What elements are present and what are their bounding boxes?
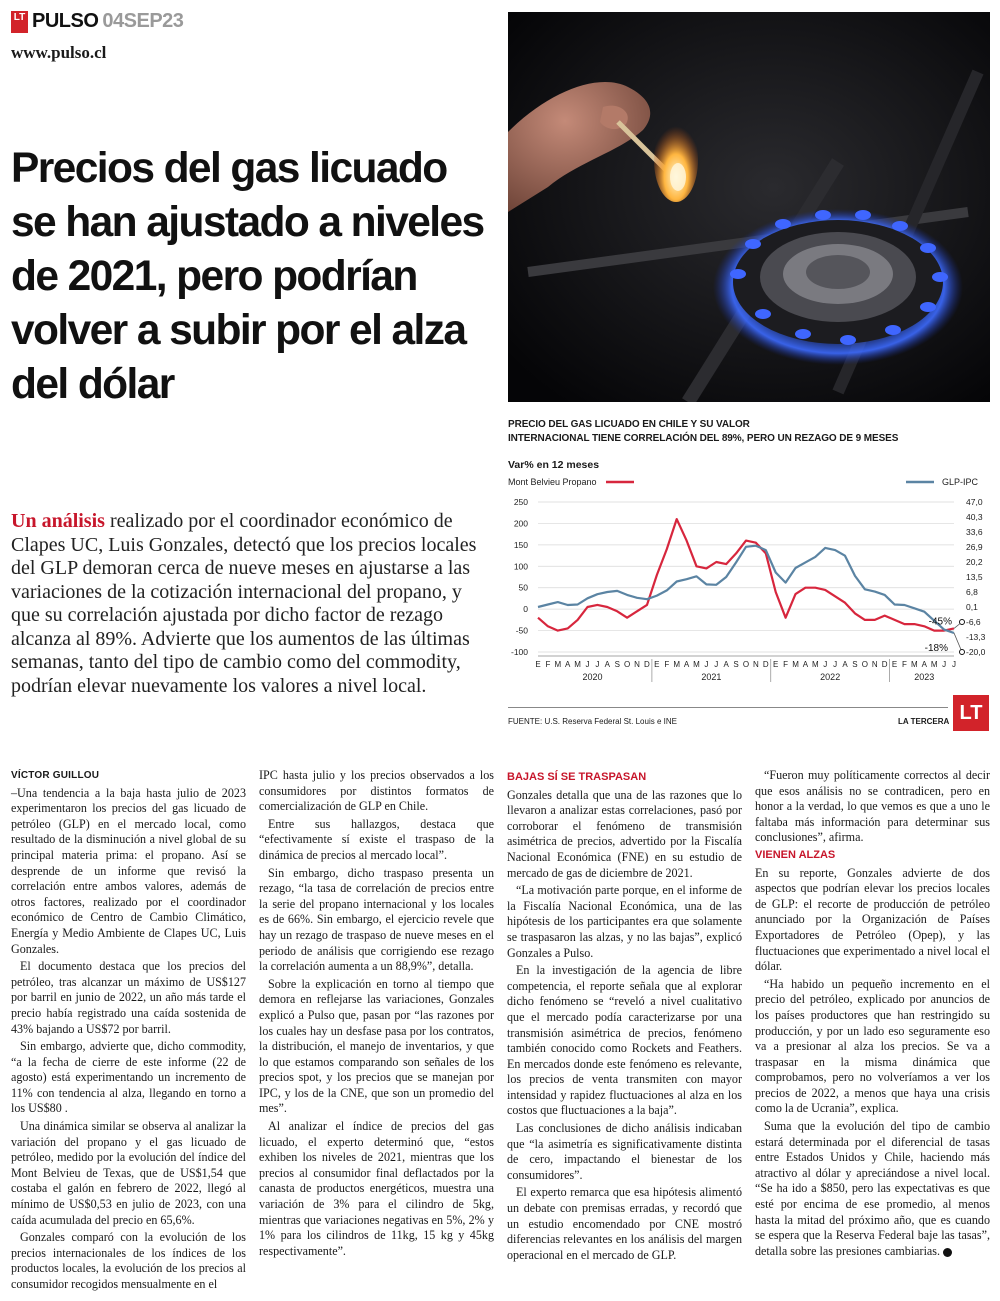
month-tick-label: S [614, 660, 620, 669]
chart-rule [508, 707, 948, 708]
left-tick-label: -100 [510, 647, 528, 657]
paragraph: Gonzales detalla que una de las razones que lo llevaron a analizar estas correlaciones, pasó por corroborar el fenómeno de transmisión asimétrica de precios, advertido por la Fiscalía Nacional Económica (FNE) en su estudio de mercado de gas de diciembre de 2021. [507, 787, 742, 880]
series-line-propano [538, 519, 954, 631]
month-tick-label: D [644, 660, 650, 669]
left-tick-label: 100 [513, 561, 528, 572]
month-tick-label: J [833, 660, 838, 669]
left-tick-label: 50 [518, 582, 528, 593]
headline: Precios del gas licuado se han ajustado a niveles de 2021, pero podrían volver a subir por el alza del dólar [11, 145, 484, 408]
paragraph [755, 1119, 990, 1259]
article-column-4 [755, 768, 990, 1261]
month-tick-label: M [792, 660, 799, 669]
month-tick-label: A [565, 660, 571, 669]
annotation-propano: -45% [928, 616, 952, 628]
paragraph-text: Suma que la evolución del tipo de cambio estará determinada por el diferencial de tasas entre Estados Unidos y Chile, haciendo más atractivo al dólar y apreciándose a nivel local. “Se ha ido a $850, pero las expectativas es que esté por encima de ese promedio, al menos hasta la mitad del próximo año, que es cuando se espera que la Reserva Federal baje las tasas”, detalla sobre las presiones cambiarias. [755, 1119, 990, 1258]
paragraph: Entre sus hallazgos, destaca que “efectivamente sí existe el traspaso de la dinámica de precios al mercado local”. [259, 816, 494, 862]
chart-source: FUENTE: U.S. Reserva Federal St. Louis e INE [508, 717, 677, 726]
right-tick-label: 20,2 [966, 557, 983, 567]
paragraph: En la investigación de la agencia de libre competencia, el reporte señala que al explorar dicho fenómeno se “reveló a nivel cualitativo que el mercado podía caracterizarse por una transmisión asimétrica de precios, fenómeno también conocido como Rockets and Feathers. En mercados donde este fenómeno es relevante, los precios de venta transmiten con mayor intensidad y rapidez fluctuaciones al alza en los costos que fluctuaciones a la baja”. [507, 963, 742, 1118]
paragraph: “Ha habido un pequeño incremento en el precio del petróleo, explicado por anuncios de los países productores que han restringido su producción, y por un lado eso seguramente eso va a presionar al alza los precios. Se va a traspasar en la misma dinámica que comprobamos, pero no volveríamos a ver los precios de 2022, a menos que haya una crisis como la de Ucrania”, explica. [755, 976, 990, 1116]
month-tick-label: M [693, 660, 700, 669]
month-tick-label: N [634, 660, 640, 669]
price-correlation-chart [508, 472, 990, 692]
paragraph: “La motivación parte porque, en el informe de la Fiscalía Nacional Económica, una de las hipótesis de los participantes era que solamente se traspasaron las alzas, y no las bajas”, explicó Gonzales a Pulso. [507, 883, 742, 960]
right-tick-label: -6,6 [966, 617, 981, 627]
paragraph: Sobre la explicación en torno al tiempo que demora en reflejarse las variaciones, Gonzales explicó a Pulso que, pasan por “las razones por los cuales hay un desfase pasa por los contratos, la distribución, el manejo de inventarios, y que lo que estamos comparando son señales de los precios spot, y los precios que se manejan por IPC, y los de la CNE, que son un promedio del mes”. [259, 976, 494, 1116]
chart-title-line1: PRECIO DEL GAS LICUADO EN CHILE Y SU VALOR [508, 419, 750, 430]
month-tick-label: O [861, 660, 868, 669]
subheading-bajas: BAJAS SÍ SE TRASPASAN [507, 771, 647, 783]
month-tick-label: F [545, 660, 551, 669]
right-tick-label: 13,5 [966, 572, 983, 582]
right-tick-label: 26,9 [966, 542, 983, 552]
month-tick-label: J [585, 660, 590, 669]
site-url[interactable]: www.pulso.cl [11, 43, 107, 62]
annotation-glp: -18% [924, 642, 948, 654]
month-tick-label: J [942, 660, 947, 669]
month-tick-label: F [783, 660, 789, 669]
right-tick-label: 0,1 [966, 602, 978, 612]
left-tick-label: 150 [513, 539, 528, 550]
subheading-alzas: VIENEN ALZAS [755, 848, 836, 861]
month-tick-label: J [704, 660, 709, 669]
annotation-propano-dot [960, 620, 965, 625]
month-tick-label: A [723, 660, 729, 669]
month-tick-label: D [762, 660, 769, 669]
article-column-3 [507, 768, 742, 1265]
left-tick-label: 200 [513, 518, 528, 529]
month-tick-label: J [823, 660, 828, 669]
section-name: PULSO [32, 10, 99, 32]
month-tick-label: M [811, 660, 819, 669]
month-tick-label: F [902, 660, 907, 669]
paragraph: Sin embargo, dicho traspaso presenta un rezago, “la tasa de correlación de precios entre la serie del propano internacional y los locales es de 66%. Sin embargo, el ejercicio revele que hay un rezago de traspaso de nueve meses en el periodo de análisis que corrigiendo ese rezago la correlación aumenta a un 88,9%”, detalla. [259, 865, 494, 974]
month-tick-label: M [930, 660, 938, 669]
chart-subtitle: Var% en 12 meses [508, 459, 600, 471]
gas-burner-photo [508, 12, 990, 402]
month-tick-label: D [881, 660, 888, 669]
chart-credit: LA TERCERA [898, 717, 950, 726]
month-tick-label: O [624, 660, 631, 669]
month-tick-label: E [654, 660, 660, 669]
right-tick-label: 47,0 [966, 497, 983, 507]
month-tick-label: A [842, 660, 848, 669]
right-tick-label: -13,3 [966, 632, 986, 642]
month-tick-label: E [535, 660, 541, 669]
month-tick-label: J [952, 660, 956, 669]
paragraph: Al analizar el índice de precios del gas licuado, el experto determinó que, “estos exhiben los niveles de 2021, mientras que los precios al consumidor final deflactados por la canasta de productos energéticos, muestra una variación de 3% para el cilindro de 5kg, mientras que variaciones negativas en 5%, 2% y 1% para los cilindros de 11kg, 15 kg y 45kg respectivamente”. [259, 1119, 494, 1258]
byline: VÍCTOR GUILLOU [11, 770, 100, 781]
month-tick-label: A [802, 660, 809, 669]
month-tick-label: E [891, 660, 898, 669]
lede-text: realizado por el coordinador económico de Clapes UC, Luis Gonzales, detectó que los precios locales del GLP demoran cerca de nueve meses en ajustarse a las variaciones de la cotización internacional del propano, y que su correlación ajustada por dicho factor de rezago alcanza al 89%. Advierte que los aumentos de las últimas semanas, tanto del tipo de cambio como del commodity, podrían elevar nuevamente los valores a nivel local. [11, 510, 477, 697]
article-column-1 [11, 768, 246, 1295]
paragraph: Sin embargo, advierte que, dicho commodity, “a la fecha de cierre de este informe (22 de agosto) está experimentando un incremento de 11% con tendencia al alza, llegando en torno a los US$80 . [11, 1039, 246, 1116]
year-label: 2022 [820, 672, 841, 682]
chart-title-line2: INTERNACIONAL TIENE CORRELACIÓN DEL 89%, PERO UN REZAGO DE 9 MESES [508, 433, 899, 444]
paragraph: Una dinámica similar se observa al analizar la variación del propano y el gas licuado de petróleo, medido por la evolución del índice del Mont Belvieu de Texas, que de US$1,54 que costaba el galón en febrero de 2022, llegó al mínimo de US$0,53 en julio de 2023, con una caída acumulada del precio en 65,6%. [11, 1119, 246, 1227]
legend-glp-label: GLP-IPC [942, 477, 979, 487]
year-label: 2021 [701, 672, 722, 682]
month-tick-label: S [852, 660, 858, 669]
series-line-glp-ipc [538, 546, 954, 633]
lede-kicker: Un análisis [11, 510, 105, 532]
month-tick-label: M [911, 660, 918, 669]
paragraph: Gonzales comparó con la evolución de los precios internacionales de los índices de los productos locales, la evolución de los precios al consumidor recogidos mensualmente en el [11, 1230, 246, 1291]
right-tick-label: 6,8 [966, 587, 978, 597]
masthead [11, 10, 183, 33]
lede [11, 510, 495, 698]
paragraph: El documento destaca que los precios del petróleo, tras alcanzar un máximo de US$127 por barril en junio de 2022, un año más tarde el precio había registrado una caída sostenida de 43% bajando a US$72 por barril. [11, 959, 246, 1036]
month-tick-label: M [673, 660, 681, 669]
paragraph: –Una tendencia a la baja hasta julio de 2023 experimentaron los precios del gas licuado de petróleo (GLP) en el mercado local, como resultado de la disminución a nivel global de su principal materia prima: el propano. Así se desprende de un informe que revisó la correlación entre ambos valores, además de otros factores, realizado por el coordinador económico de Centro de Cambio Climático, Energía y Medio Ambiente de Clapes UC, Luis Gonzales. [11, 785, 246, 956]
paragraph: El experto remarca que esa hipótesis alimentó un debate con premisas erradas, y recordó que un estudio encomendado por CNE mostró diferencias relevantes en los análisis del margen operacional en el mercado de GLP. [507, 1185, 742, 1262]
chart-title [508, 418, 990, 446]
month-tick-label: J [714, 660, 719, 669]
paragraph: “Fueron muy políticamente correctos al decir que esos análisis no se contradicen, pero en honor a la verdad, lo que vemos es que a uno le faltaba más información para determinar sus conclusiones”, afirma. [755, 768, 990, 845]
paragraph: IPC hasta julio y los precios observados a los consumidores por distintos formatos de comercialización de GLP en Chile. [259, 768, 494, 814]
year-label: 2020 [582, 672, 603, 682]
left-tick-label: 0 [523, 604, 528, 615]
month-tick-label: E [773, 660, 779, 669]
annotation-glp-dot [960, 650, 965, 655]
month-tick-label: N [871, 660, 878, 669]
annotation-glp-leader [954, 633, 962, 652]
month-tick-label: A [921, 660, 927, 669]
paragraph: Las conclusiones de dicho análisis indicaban que “la asimetría es significativamente distinta de cero, impactando el bienestar de los consumidores”. [507, 1121, 742, 1182]
paragraph: En su reporte, Gonzales advierte de dos aspectos que podrían elevar los precios locales de GLP: el recorte de producción de petróleo anunciado por la Organización de Países Exportadores de Petróleo (Opep), y las fluctuaciones que experimentado a nivel local el dólar. [755, 865, 990, 974]
right-tick-label: -20,0 [966, 647, 986, 657]
la-tercera-badge: LT [953, 695, 989, 731]
year-label: 2023 [914, 672, 935, 682]
end-mark-icon [943, 1248, 952, 1257]
right-tick-label: 33,6 [966, 527, 983, 537]
month-tick-label: J [595, 660, 600, 669]
month-tick-label: A [683, 660, 690, 669]
month-tick-label: S [733, 660, 739, 669]
month-tick-label: F [664, 660, 670, 669]
month-tick-label: N [753, 660, 759, 669]
left-tick-label: 250 [513, 497, 528, 507]
edition-date: 04SEP23 [102, 10, 184, 32]
month-tick-label: O [742, 660, 750, 669]
month-tick-label: A [604, 660, 611, 669]
right-tick-label: 40,3 [966, 512, 983, 522]
legend-propano-label: Mont Belvieu Propano [508, 477, 597, 487]
month-tick-label: M [554, 660, 562, 669]
month-tick-label: M [574, 660, 581, 669]
la-tercera-logo: LT [11, 11, 28, 33]
left-tick-label: -50 [515, 625, 528, 636]
article-column-2 [259, 768, 494, 1261]
